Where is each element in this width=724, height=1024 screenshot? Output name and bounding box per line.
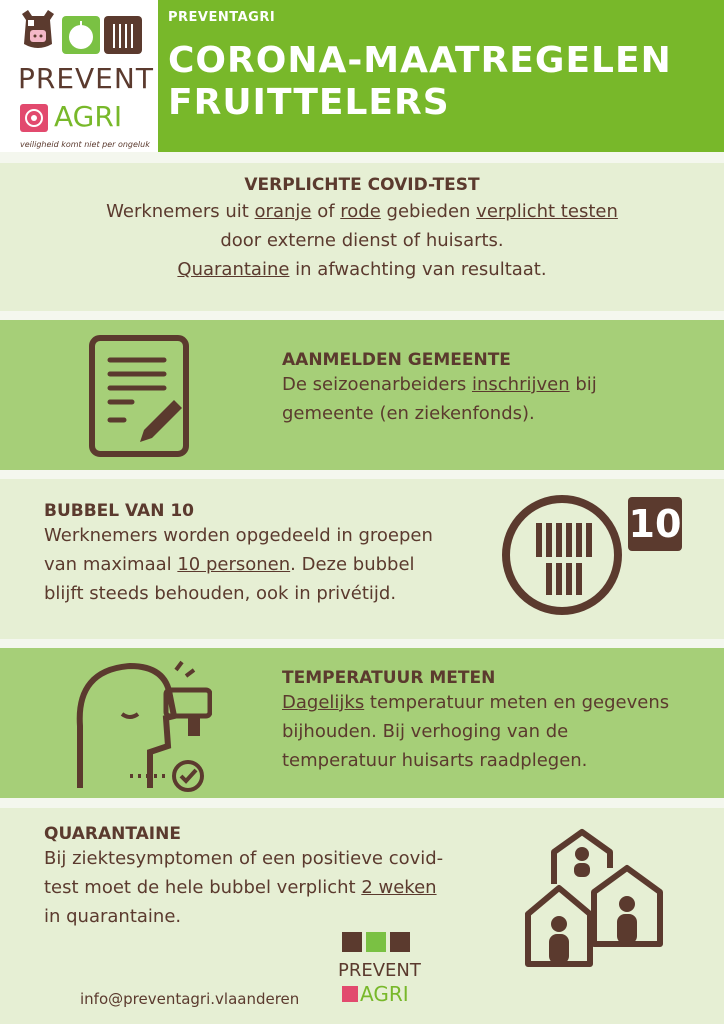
logo-agri-text: AGRI (54, 100, 123, 133)
text: Werknemers uit (106, 201, 255, 222)
quarantine-line-2 (44, 873, 443, 902)
temperature-line-2: bijhouden. Bij verhoging van de (282, 721, 569, 742)
register-text (282, 350, 597, 428)
text-underlined: 10 personen (177, 554, 291, 575)
header (0, 0, 724, 152)
text-underlined: oranje (254, 201, 312, 222)
text: gebieden (380, 201, 477, 222)
text: test moet de hele bubbel verplicht (44, 877, 362, 898)
text: of (311, 201, 341, 222)
temperature-text (282, 668, 669, 775)
houses-icon (524, 828, 668, 970)
bubble-line-2 (44, 550, 433, 579)
footer-logo-agri: AGRI (360, 982, 409, 1006)
title-line-1: CORONA-MAATREGELEN (168, 40, 672, 81)
thermometer-head-icon (70, 656, 212, 792)
section-heading: VERPLICHTE COVID-TEST (244, 175, 480, 195)
covid-line-3 (0, 255, 724, 284)
temperature-line-3: temperatuur huisarts raadplegen. (282, 750, 588, 771)
quarantine-text (44, 824, 443, 931)
flower-icon (20, 104, 48, 132)
section-covid-test (0, 163, 724, 311)
bubble-text (44, 501, 433, 608)
register-line-2: gemeente (en ziekenfonds). (282, 403, 535, 424)
section-heading: QUARANTAINE (44, 824, 181, 844)
text-underlined: 2 weken (361, 877, 437, 898)
text-underlined: verplicht testen (476, 201, 618, 222)
document-pencil-icon (88, 334, 194, 458)
text: temperatuur meten en gegevens (364, 692, 670, 713)
text-underlined: rode (340, 201, 381, 222)
title-line-2: FRUITTELERS (168, 82, 450, 123)
quarantine-line-3: in quarantaine. (44, 906, 182, 927)
wheat-icon (104, 16, 142, 54)
covid-line-2: door externe dienst of huisarts. (220, 230, 504, 251)
text-underlined: inschrijven (471, 374, 570, 395)
covid-line-1 (0, 197, 724, 226)
logo-slogan: veiligheid komt niet per ongeluk (20, 140, 150, 149)
section-bubble (0, 479, 724, 639)
section-temperature (0, 648, 724, 798)
text: De seizoenarbeiders (282, 374, 472, 395)
apple-icon (62, 16, 100, 54)
section-heading: TEMPERATUUR METEN (282, 668, 496, 688)
quarantine-line-1: Bij ziektesymptomen of een positieve covid- (44, 848, 444, 869)
group-of-people-icon (500, 493, 624, 617)
cow-icon (18, 8, 58, 52)
count-badge: 10 (628, 497, 682, 551)
footer-logo-prevent: PREVENT (338, 960, 421, 981)
text: in afwachting van resultaat. (289, 259, 547, 280)
bubble-line-3: blijft steeds behouden, ook in privétijd. (44, 583, 397, 604)
text-underlined: Dagelijks (282, 692, 365, 713)
logo (0, 0, 158, 152)
page-title (168, 40, 672, 124)
text-underlined: Quarantaine (177, 259, 290, 280)
register-line-1 (282, 370, 597, 399)
section-heading: AANMELDEN GEMEENTE (282, 350, 511, 370)
text: . Deze bubbel (290, 554, 415, 575)
contact-email[interactable]: info@preventagri.vlaanderen (80, 990, 300, 1008)
logo-prevent-text: PREVENT (18, 62, 154, 95)
bubble-line-1: Werknemers worden opgedeeld in groepen (44, 525, 433, 546)
text: bij (569, 374, 597, 395)
section-heading: BUBBEL VAN 10 (44, 501, 195, 521)
temperature-line-1 (282, 688, 669, 717)
brand-label: PREVENTAGRI (168, 10, 276, 25)
section-register (0, 320, 724, 470)
text: van maximaal (44, 554, 178, 575)
